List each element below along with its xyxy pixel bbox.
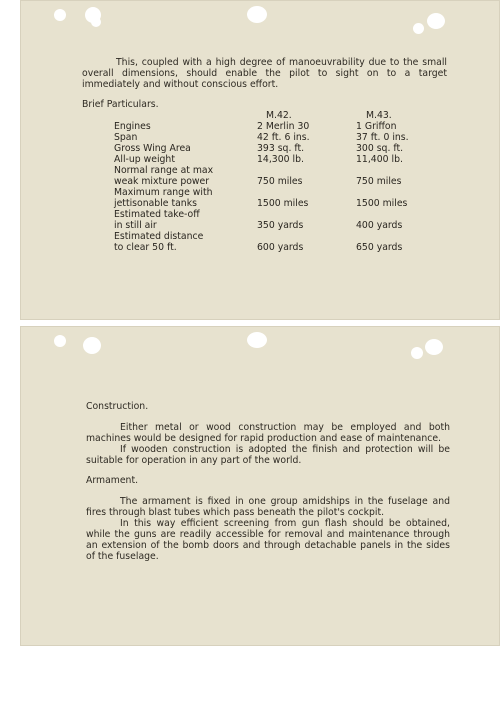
punch-hole-right bbox=[427, 13, 445, 29]
table-row bbox=[114, 143, 474, 154]
cell-m43: 1500 miles bbox=[356, 198, 408, 209]
punch-hole-left-2 bbox=[83, 337, 101, 354]
row-label: to clear 50 ft. bbox=[114, 242, 177, 253]
particulars-table bbox=[114, 110, 474, 253]
cell-m42: 14,300 lb. bbox=[257, 154, 304, 165]
punch-hole-left bbox=[54, 335, 66, 347]
col-header-m43: M.43. bbox=[366, 110, 392, 121]
cell-m42: 750 miles bbox=[257, 176, 303, 187]
armament-paragraph-1: The armament is fixed in one group amidships in the fuselage and fires through blast tubes which pass beneath the pilot's cockpit. bbox=[86, 496, 450, 518]
cell-m43: 750 miles bbox=[356, 176, 402, 187]
cell-m43: 37 ft. 0 ins. bbox=[356, 132, 409, 143]
punch-hole-right bbox=[425, 339, 443, 355]
punch-hole-left bbox=[54, 9, 66, 21]
col-header-m42: M.42. bbox=[266, 110, 292, 121]
cell-m43: 300 sq. ft. bbox=[356, 143, 404, 154]
table-row bbox=[114, 165, 474, 176]
table-row bbox=[114, 209, 474, 220]
row-label: Normal range at max bbox=[114, 165, 214, 176]
brief-particulars-heading: Brief Particulars. bbox=[82, 99, 159, 110]
cell-m42: 2 Merlin 30 bbox=[257, 121, 310, 132]
table-row bbox=[114, 176, 474, 187]
table-row bbox=[114, 132, 474, 143]
punch-hole-center bbox=[247, 332, 267, 348]
table-row bbox=[114, 231, 474, 242]
table-row bbox=[114, 154, 474, 165]
cell-m42: 600 yards bbox=[257, 242, 304, 253]
row-label: Estimated distance bbox=[114, 231, 204, 242]
row-label: in still air bbox=[114, 220, 157, 231]
table-row bbox=[114, 220, 474, 231]
cell-m43: 400 yards bbox=[356, 220, 403, 231]
cell-m43: 11,400 lb. bbox=[356, 154, 403, 165]
cell-m42: 1500 miles bbox=[257, 198, 309, 209]
construction-paragraph-1: Either metal or wood construction may be employed and both machines would be designed for rapid production and ease of maintenance. bbox=[86, 422, 450, 444]
table-row bbox=[114, 198, 474, 209]
table-row bbox=[114, 187, 474, 198]
cell-m42: 42 ft. 6 ins. bbox=[257, 132, 310, 143]
row-label: Span bbox=[114, 132, 138, 143]
punch-hole-center bbox=[247, 6, 267, 23]
armament-paragraph-2: In this way efficient screening from gun flash should be obtained, while the guns are readily accessible for removal and maintenance through an extension of the bomb doors and through detachable panels in the sides of the fuselage. bbox=[86, 518, 450, 562]
row-label: Gross Wing Area bbox=[114, 143, 191, 154]
construction-paragraph-2: If wooden construction is adopted the finish and protection will be suitable for operation in any part of the world. bbox=[86, 444, 450, 466]
punch-hole-left-3 bbox=[91, 17, 101, 27]
construction-heading: Construction. bbox=[86, 401, 149, 412]
table-row bbox=[114, 242, 474, 253]
row-label: Engines bbox=[114, 121, 151, 132]
cell-m42: 393 sq. ft. bbox=[257, 143, 305, 154]
row-label: All-up weight bbox=[114, 154, 175, 165]
table-header-row bbox=[114, 110, 474, 121]
document-page-1 bbox=[20, 0, 500, 320]
document-page-2 bbox=[20, 326, 500, 646]
cell-m43: 1 Griffon bbox=[356, 121, 397, 132]
row-label: Estimated take-off bbox=[114, 209, 200, 220]
armament-heading: Armament. bbox=[86, 475, 139, 486]
row-label: jettisonable tanks bbox=[114, 198, 197, 209]
intro-paragraph: This, coupled with a high degree of manoeuvrability due to the small overall dimensions, should enable the pilot to sight on to a target immediately and without conscious effort. bbox=[82, 57, 447, 90]
cell-m42: 350 yards bbox=[257, 220, 304, 231]
cell-m43: 650 yards bbox=[356, 242, 403, 253]
row-label: weak mixture power bbox=[114, 176, 210, 187]
punch-hole-right-2 bbox=[411, 347, 423, 359]
table-row bbox=[114, 121, 474, 132]
punch-hole-right-2 bbox=[413, 23, 424, 34]
row-label: Maximum range with bbox=[114, 187, 213, 198]
